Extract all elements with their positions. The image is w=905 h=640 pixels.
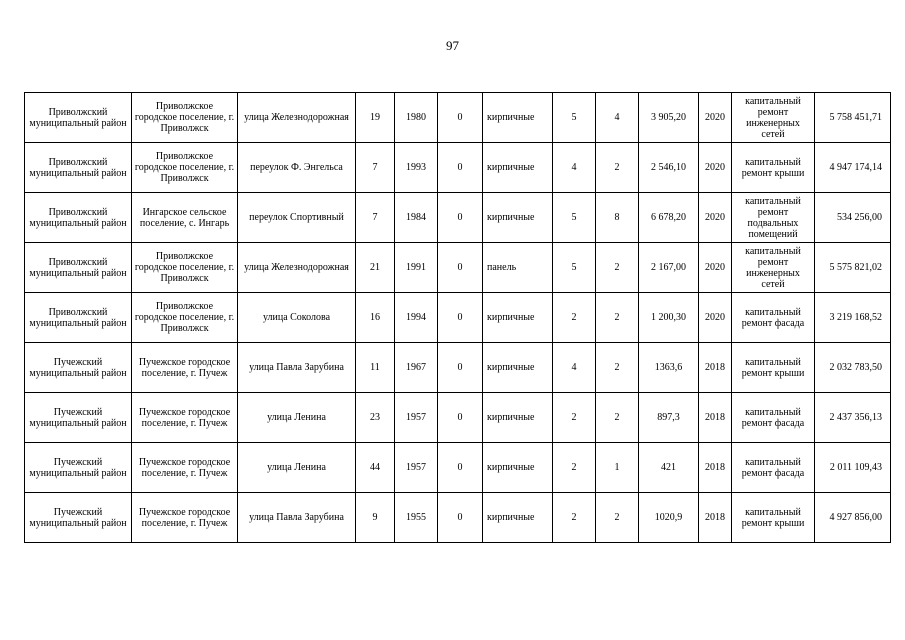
cost-cell: 4 947 174,14 bbox=[815, 143, 891, 193]
district-cell: Пучежский муниципальный район bbox=[25, 393, 132, 443]
floors-cell: 5 bbox=[553, 193, 596, 243]
table-body bbox=[25, 93, 891, 543]
wall-material-cell: кирпичные bbox=[483, 293, 553, 343]
repair-type-cell: капитальный ремонт подвальных помещений bbox=[732, 193, 815, 243]
year-cell: 1991 bbox=[395, 243, 438, 293]
area-cell: 897,3 bbox=[639, 393, 699, 443]
registry-table bbox=[24, 92, 891, 543]
count-cell: 0 bbox=[438, 193, 483, 243]
entrances-cell: 2 bbox=[596, 393, 639, 443]
wall-material-cell: кирпичные bbox=[483, 493, 553, 543]
floors-cell: 4 bbox=[553, 143, 596, 193]
area-cell: 2 546,10 bbox=[639, 143, 699, 193]
entrances-cell: 2 bbox=[596, 493, 639, 543]
floors-cell: 2 bbox=[553, 493, 596, 543]
house-number-cell: 11 bbox=[356, 343, 395, 393]
cost-cell: 4 927 856,00 bbox=[815, 493, 891, 543]
table-row bbox=[25, 343, 891, 393]
year-cell: 1957 bbox=[395, 393, 438, 443]
table-row bbox=[25, 93, 891, 143]
table-row bbox=[25, 493, 891, 543]
district-cell: Пучежский муниципальный район bbox=[25, 343, 132, 393]
cost-cell: 3 219 168,52 bbox=[815, 293, 891, 343]
settlement-cell: Пучежское городское поселение, г. Пучеж bbox=[132, 343, 238, 393]
floors-cell: 2 bbox=[553, 393, 596, 443]
area-cell: 421 bbox=[639, 443, 699, 493]
table-row bbox=[25, 443, 891, 493]
street-cell: улица Павла Зарубина bbox=[238, 493, 356, 543]
repair-year-cell: 2018 bbox=[699, 443, 732, 493]
settlement-cell: Приволжское городское поселение, г. Приволжск bbox=[132, 243, 238, 293]
repair-year-cell: 2020 bbox=[699, 143, 732, 193]
count-cell: 0 bbox=[438, 93, 483, 143]
wall-material-cell: кирпичные bbox=[483, 93, 553, 143]
count-cell: 0 bbox=[438, 493, 483, 543]
house-number-cell: 19 bbox=[356, 93, 395, 143]
repair-year-cell: 2020 bbox=[699, 243, 732, 293]
district-cell: Пучежский муниципальный район bbox=[25, 443, 132, 493]
repair-type-cell: капитальный ремонт фасада bbox=[732, 293, 815, 343]
settlement-cell: Ингарское сельское поселение, с. Ингарь bbox=[132, 193, 238, 243]
district-cell: Приволжский муниципальный район bbox=[25, 293, 132, 343]
street-cell: переулок Ф. Энгельса bbox=[238, 143, 356, 193]
repair-type-cell: капитальный ремонт крыши bbox=[732, 343, 815, 393]
floors-cell: 2 bbox=[553, 293, 596, 343]
street-cell: улица Ленина bbox=[238, 443, 356, 493]
repair-year-cell: 2020 bbox=[699, 93, 732, 143]
settlement-cell: Приволжское городское поселение, г. Приволжск bbox=[132, 143, 238, 193]
floors-cell: 5 bbox=[553, 93, 596, 143]
entrances-cell: 2 bbox=[596, 343, 639, 393]
cost-cell: 534 256,00 bbox=[815, 193, 891, 243]
count-cell: 0 bbox=[438, 143, 483, 193]
house-number-cell: 23 bbox=[356, 393, 395, 443]
year-cell: 1955 bbox=[395, 493, 438, 543]
floors-cell: 2 bbox=[553, 443, 596, 493]
district-cell: Приволжский муниципальный район bbox=[25, 243, 132, 293]
wall-material-cell: кирпичные bbox=[483, 343, 553, 393]
wall-material-cell: кирпичные bbox=[483, 143, 553, 193]
street-cell: улица Железнодорожная bbox=[238, 93, 356, 143]
house-number-cell: 44 bbox=[356, 443, 395, 493]
count-cell: 0 bbox=[438, 393, 483, 443]
house-number-cell: 7 bbox=[356, 143, 395, 193]
area-cell: 6 678,20 bbox=[639, 193, 699, 243]
street-cell: улица Соколова bbox=[238, 293, 356, 343]
district-cell: Приволжский муниципальный район bbox=[25, 143, 132, 193]
entrances-cell: 2 bbox=[596, 143, 639, 193]
district-cell: Пучежский муниципальный район bbox=[25, 493, 132, 543]
year-cell: 1984 bbox=[395, 193, 438, 243]
count-cell: 0 bbox=[438, 293, 483, 343]
wall-material-cell: кирпичные bbox=[483, 393, 553, 443]
settlement-cell: Приволжское городское поселение, г. Приволжск bbox=[132, 293, 238, 343]
area-cell: 1020,9 bbox=[639, 493, 699, 543]
cost-cell: 2 032 783,50 bbox=[815, 343, 891, 393]
area-cell: 3 905,20 bbox=[639, 93, 699, 143]
area-cell: 1 200,30 bbox=[639, 293, 699, 343]
table-row bbox=[25, 143, 891, 193]
repair-type-cell: капитальный ремонт фасада bbox=[732, 443, 815, 493]
entrances-cell: 8 bbox=[596, 193, 639, 243]
table-row bbox=[25, 243, 891, 293]
repair-year-cell: 2018 bbox=[699, 343, 732, 393]
page-number: 97 bbox=[446, 38, 459, 53]
floors-cell: 5 bbox=[553, 243, 596, 293]
count-cell: 0 bbox=[438, 343, 483, 393]
count-cell: 0 bbox=[438, 243, 483, 293]
table-row bbox=[25, 293, 891, 343]
repair-type-cell: капитальный ремонт фасада bbox=[732, 393, 815, 443]
wall-material-cell: панель bbox=[483, 243, 553, 293]
repair-type-cell: капитальный ремонт инженерных сетей bbox=[732, 243, 815, 293]
house-number-cell: 21 bbox=[356, 243, 395, 293]
entrances-cell: 2 bbox=[596, 243, 639, 293]
repair-year-cell: 2018 bbox=[699, 393, 732, 443]
year-cell: 1980 bbox=[395, 93, 438, 143]
cost-cell: 5 758 451,71 bbox=[815, 93, 891, 143]
repair-type-cell: капитальный ремонт инженерных сетей bbox=[732, 93, 815, 143]
repair-type-cell: капитальный ремонт крыши bbox=[732, 493, 815, 543]
year-cell: 1993 bbox=[395, 143, 438, 193]
wall-material-cell: кирпичные bbox=[483, 193, 553, 243]
district-cell: Приволжский муниципальный район bbox=[25, 93, 132, 143]
cost-cell: 2 011 109,43 bbox=[815, 443, 891, 493]
cost-cell: 2 437 356,13 bbox=[815, 393, 891, 443]
house-number-cell: 7 bbox=[356, 193, 395, 243]
entrances-cell: 1 bbox=[596, 443, 639, 493]
year-cell: 1957 bbox=[395, 443, 438, 493]
entrances-cell: 4 bbox=[596, 93, 639, 143]
street-cell: улица Железнодорожная bbox=[238, 243, 356, 293]
district-cell: Приволжский муниципальный район bbox=[25, 193, 132, 243]
table-row bbox=[25, 193, 891, 243]
settlement-cell: Приволжское городское поселение, г. Приволжск bbox=[132, 93, 238, 143]
count-cell: 0 bbox=[438, 443, 483, 493]
cost-cell: 5 575 821,02 bbox=[815, 243, 891, 293]
year-cell: 1967 bbox=[395, 343, 438, 393]
house-number-cell: 9 bbox=[356, 493, 395, 543]
entrances-cell: 2 bbox=[596, 293, 639, 343]
area-cell: 1363,6 bbox=[639, 343, 699, 393]
repair-year-cell: 2020 bbox=[699, 193, 732, 243]
street-cell: улица Ленина bbox=[238, 393, 356, 443]
street-cell: переулок Спортивный bbox=[238, 193, 356, 243]
repair-type-cell: капитальный ремонт крыши bbox=[732, 143, 815, 193]
repair-year-cell: 2020 bbox=[699, 293, 732, 343]
area-cell: 2 167,00 bbox=[639, 243, 699, 293]
table-row bbox=[25, 393, 891, 443]
year-cell: 1994 bbox=[395, 293, 438, 343]
settlement-cell: Пучежское городское поселение, г. Пучеж bbox=[132, 493, 238, 543]
wall-material-cell: кирпичные bbox=[483, 443, 553, 493]
street-cell: улица Павла Зарубина bbox=[238, 343, 356, 393]
settlement-cell: Пучежское городское поселение, г. Пучеж bbox=[132, 443, 238, 493]
repair-year-cell: 2018 bbox=[699, 493, 732, 543]
house-number-cell: 16 bbox=[356, 293, 395, 343]
floors-cell: 4 bbox=[553, 343, 596, 393]
settlement-cell: Пучежское городское поселение, г. Пучеж bbox=[132, 393, 238, 443]
